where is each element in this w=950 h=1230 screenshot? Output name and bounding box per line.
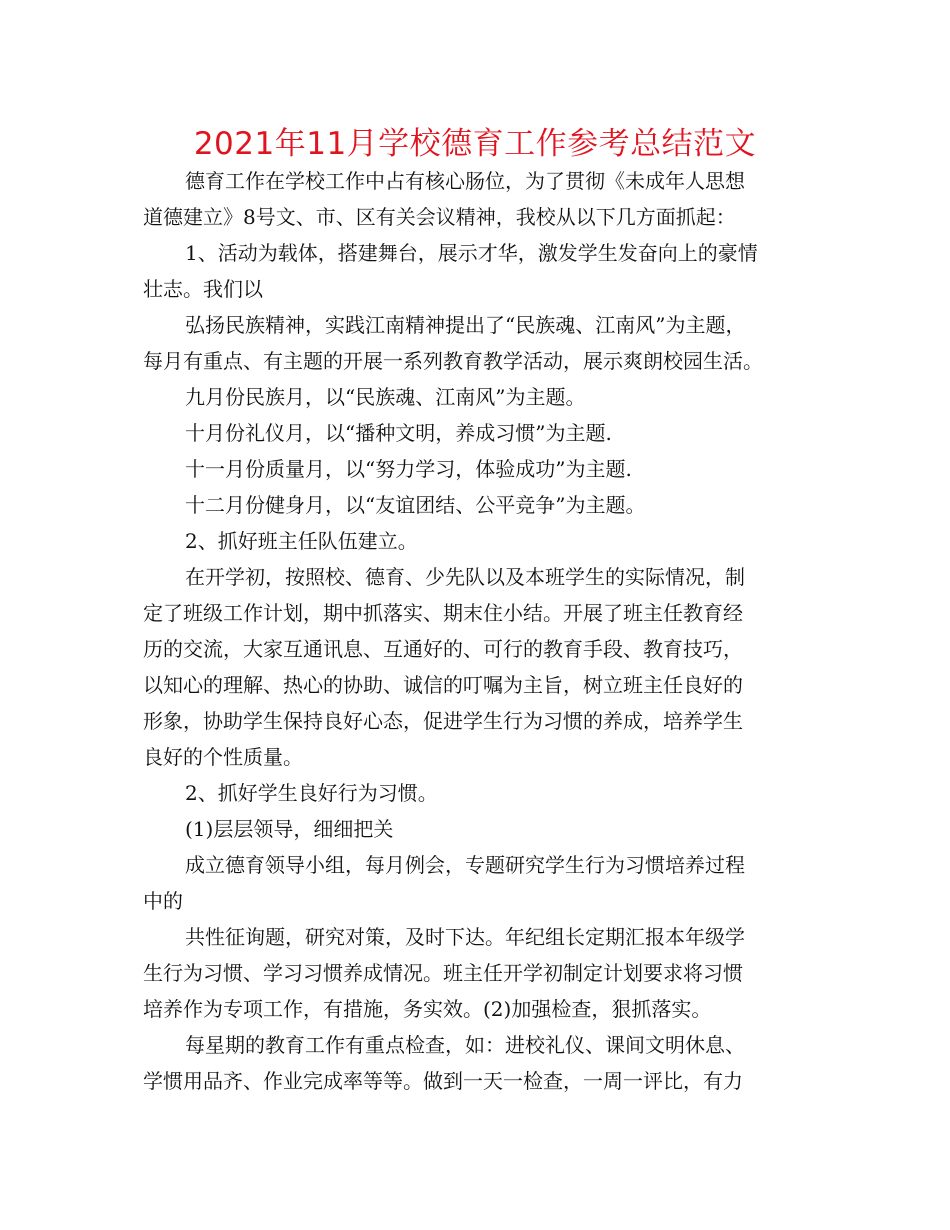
paragraph-line: 弘扬民族精神，实践江南精神提出了“民族魂、江南风”为主题， xyxy=(185,313,746,337)
paragraph-line: 生行为习惯、学习习惯养成情况。班主任开学初制定计划要求将习惯 xyxy=(143,961,743,985)
paragraph-line: 共性征询题，研究对策，及时下达。年纪组长定期汇报本年级学 xyxy=(185,925,745,949)
paragraph-line: 道德建立》8号文、市、区有关会议精神，我校从以下几方面抓起： xyxy=(143,205,736,229)
document-title: 2021年11月学校德育工作参考总结范文 xyxy=(193,126,757,162)
paragraph-line: 以知心的理解、热心的协助、诚信的叮嘱为主旨，树立班主任良好的 xyxy=(143,673,743,697)
paragraph-line: 每星期的教育工作有重点检查，如：进校礼仪、课间文明休息、 xyxy=(185,1033,745,1057)
paragraph-line: 2、抓好班主任队伍建立。 xyxy=(185,529,418,553)
paragraph-line: 壮志。我们以 xyxy=(143,277,263,301)
paragraph-line: 良好的个性质量。 xyxy=(143,745,303,769)
paragraph-line: 定了班级工作计划，期中抓落实、期末住小结。开展了班主任教育经 xyxy=(143,601,743,625)
paragraph-line: (1)层层领导，细细把关 xyxy=(185,817,394,841)
paragraph-line: 历的交流，大家互通讯息、互通好的、可行的教育手段、教育技巧， xyxy=(143,637,743,661)
paragraph-line: 九月份民族月，以“民族魂、江南风”为主题。 xyxy=(185,385,586,409)
paragraph-line: 培养作为专项工作，有措施，务实效。(2)加强检查，狠抓落实。 xyxy=(143,997,712,1021)
paragraph-line: 成立德育领导小组，每月例会，专题研究学生行为习惯培养过程 xyxy=(185,853,745,877)
paragraph-line: 学惯用品齐、作业完成率等等。做到一天一检查，一周一评比，有力 xyxy=(143,1069,743,1093)
document-body xyxy=(143,163,811,1099)
paragraph-line: 在开学初，按照校、德育、少先队以及本班学生的实际情况，制 xyxy=(185,565,745,589)
paragraph-line: 德育工作在学校工作中占有核心肠位，为了贯彻《未成年人思想 xyxy=(185,169,745,193)
paragraph-line: 2、抓好学生良好行为习惯。 xyxy=(185,781,438,805)
paragraph-line: 十二月份健身月，以“友谊团结、公平竞争”为主题。 xyxy=(185,493,646,517)
paragraph-line: 形象，协助学生保持良好心态，促进学生行为习惯的养成，培养学生 xyxy=(143,709,743,733)
paragraph-line: 每月有重点、有主题的开展一系列教育教学活动，展示爽朗校园生活。 xyxy=(143,349,763,373)
paragraph-line: 中的 xyxy=(143,889,183,913)
paragraph-line: 十月份礼仪月，以“播种文明，养成习惯”为主题. xyxy=(185,421,612,445)
paragraph-line: 十一月份质量月，以“努力学习，体验成功”为主题. xyxy=(185,457,632,481)
paragraph-line: 1、活动为载体，搭建舞台，展示才华，激发学生发奋向上的豪情 xyxy=(185,241,758,265)
